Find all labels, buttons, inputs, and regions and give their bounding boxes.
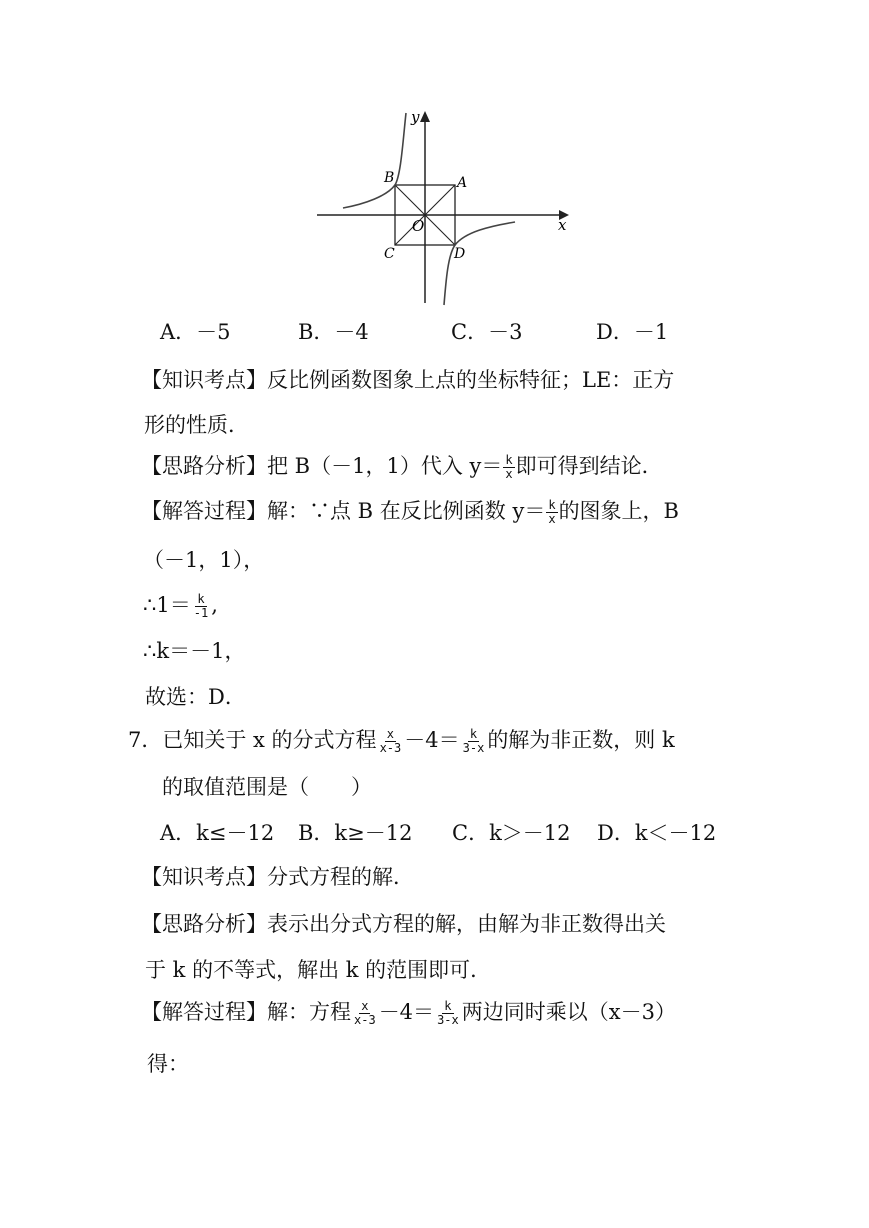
q7-solution-mid: －4＝ (378, 1000, 435, 1024)
fraction-k-over-3-minus-x: $\frac{k}{3-x}$ (462, 727, 485, 755)
q6-step2: ∴k＝－1， (143, 639, 246, 663)
q7-solution-cont: 得： (147, 1052, 189, 1076)
q6-knowledge-cont: 形的性质． (144, 413, 249, 437)
q7-option-a: A．k≤－12 (160, 821, 275, 845)
q6-answer: 故选：D． (145, 685, 246, 709)
q6-option-c: C．－3 (451, 320, 523, 344)
point-c-label: C (384, 246, 395, 262)
point-a-label: A (457, 175, 468, 191)
hyperbola-branch-upper-left (343, 113, 406, 208)
q6-step1-post: , (211, 593, 218, 617)
q6-knowledge: 【知识考点】反比例函数图象上点的坐标特征；LE：正方 (141, 368, 675, 392)
x-axis-label: x (558, 216, 567, 234)
q7-solution-pre: 【解答过程】解：方程 (141, 1000, 351, 1024)
fraction-k-over-x: $\frac{k}{x}$ (505, 453, 513, 481)
hyperbola-square-figure (305, 100, 585, 310)
q7-analysis-cont: 于 k 的不等式，解出 k 的范围即可． (145, 958, 492, 982)
q7-question-pre: 7．已知关于 x 的分式方程 (128, 728, 377, 752)
q6-solution-post: 的图象上，B (558, 499, 679, 523)
q7-question-mid: －4＝ (404, 728, 460, 752)
q6-options (0, 318, 869, 346)
q7-option-b: B．k≥－12 (298, 821, 413, 845)
origin-label: O (412, 217, 425, 235)
q7-options (0, 819, 869, 847)
y-axis-arrow (420, 111, 430, 122)
q6-option-a: A．－5 (160, 320, 231, 344)
q7-option-d: D．k＜－12 (597, 821, 717, 845)
q7-solution (141, 998, 676, 1027)
q6-step1 (143, 591, 218, 620)
q6-solution-cont: （－1，1）， (143, 548, 265, 572)
q6-solution-pre: 【解答过程】解：∵点 B 在反比例函数 y＝ (141, 499, 546, 523)
fraction-k-over-neg1: $\frac{k}{-1}$ (193, 592, 209, 620)
q6-analysis (141, 452, 663, 481)
q7-analysis: 【思路分析】表示出分式方程的解，由解为非正数得出关 (141, 912, 666, 936)
q7-solution-post: 两边同时乘以（x－3） (461, 1000, 676, 1024)
q7-question-cont: 的取值范围是（ ） (162, 775, 372, 799)
fraction-k-over-x: $\frac{k}{x}$ (548, 498, 556, 526)
point-d-label: D (454, 246, 466, 262)
fraction-x-over-x-minus-3: $\frac{x}{x-3}$ (379, 727, 402, 755)
y-axis-label: y (411, 108, 420, 126)
q7-option-c: C．k＞－12 (452, 821, 571, 845)
q6-analysis-post: 即可得到结论． (515, 454, 663, 478)
q6-analysis-pre: 【思路分析】把 B（－1，1）代入 y＝ (141, 454, 503, 478)
fraction-x-over-x-minus-3: $\frac{x}{x-3}$ (354, 999, 376, 1027)
fraction-k-over-3-minus-x: $\frac{k}{3-x}$ (437, 999, 459, 1027)
point-b-label: B (384, 170, 395, 186)
q7-question (128, 726, 675, 755)
q6-solution (141, 497, 679, 526)
q6-option-d: D．－1 (596, 320, 669, 344)
q6-option-b: B．－4 (298, 320, 369, 344)
q7-question-post: 的解为非正数，则 k (487, 728, 675, 752)
q6-step1-pre: ∴1＝ (143, 593, 191, 617)
q7-knowledge: 【知识考点】分式方程的解． (141, 865, 414, 889)
